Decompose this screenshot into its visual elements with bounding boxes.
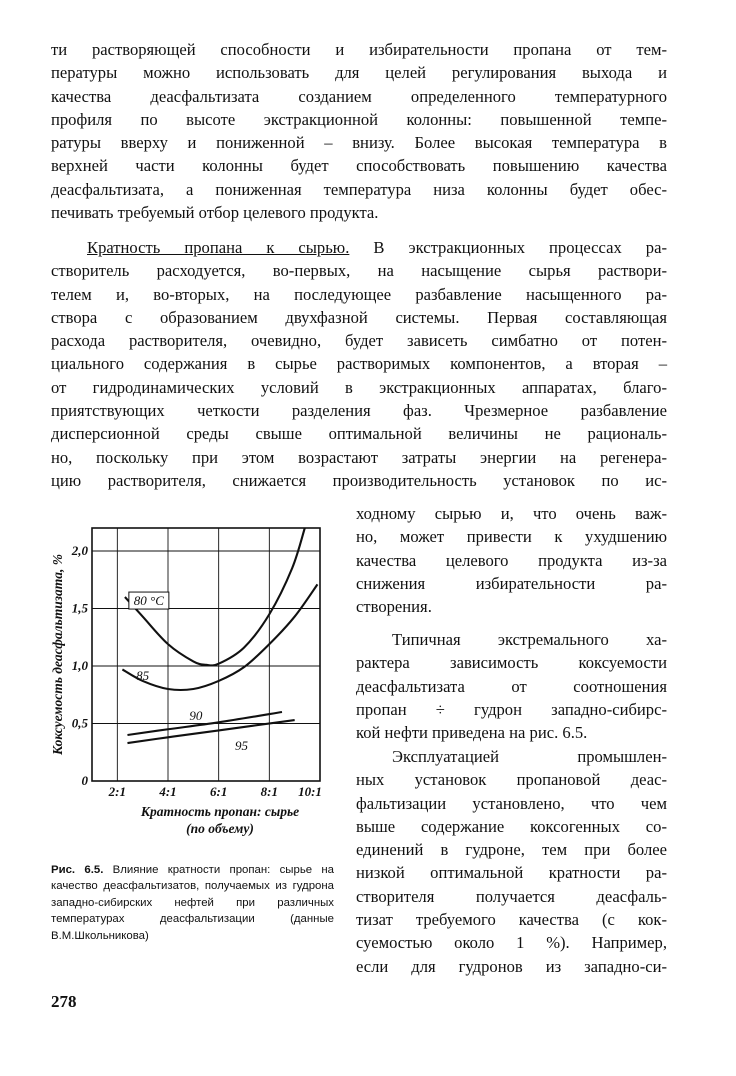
p3-line: створения. (356, 597, 432, 617)
section-heading: Кратность пропана к сырью. (87, 238, 350, 257)
y-tick-label: 0 (81, 773, 88, 788)
p3-line: но, может привести к ухудшению (356, 527, 667, 547)
paragraph-3 (356, 502, 667, 618)
p3-line: ходному сырью и, что очень важ- (356, 504, 667, 523)
y-tick-label: 2,0 (71, 543, 88, 558)
p5-line: если для гудронов из западно-си- (356, 956, 667, 976)
paragraph-4 (356, 628, 667, 744)
y-tick-label: 0,5 (71, 715, 88, 731)
caption-text: Влияние кратности пропан: сырье на качество деасфальтизатов, получаемых из гудрона западно-сибирских нефтей при различных температурах деасфальтизации (данные В.М.Школьникова) (51, 864, 335, 942)
p2-line-rest: В экстракционных процессах ра- (349, 238, 667, 257)
plot-frame (92, 528, 320, 781)
p2-line: от гидродинамических условий в экстракционных аппаратах, благо- (51, 377, 667, 397)
y-axis-label: Коксуемость деасфальтизата, % (50, 553, 65, 756)
p5-line: фальтизации установлено, что чем (356, 793, 667, 813)
p5-line: тизат требуемого качества (с кок- (356, 910, 667, 930)
p4-line: пропан ÷ гудрон западно-сибирс- (356, 699, 667, 719)
p2-line: цию растворителя, снижается производительность установок по ис- (51, 470, 667, 490)
x-tick-label: 2:1 (108, 784, 127, 799)
p1-line: деасфальтизата, а пониженная температура низа колонны будет обес- (51, 179, 667, 199)
p2-line: створитель расходуется, во-первых, на насыщение сырья раствори- (51, 261, 667, 281)
paragraph-5 (356, 745, 667, 978)
x-tick-label: 4:1 (159, 784, 177, 799)
p5-line: Эксплуатацией промышлен- (392, 747, 667, 766)
p2-line: расхода растворителя, очевидно, будет зависеть симбатно от потен- (51, 331, 667, 351)
x-axis-label-line-1: Кратность пропан: сырье (140, 804, 300, 819)
p5-line: выше содержание коксогенных со- (356, 816, 667, 836)
p2-line: створа с образованием двухфазной системы. Первая составляющая (51, 307, 667, 327)
p2-line: но, поскольку при этом возрастают затраты энергии на регенера- (51, 447, 667, 467)
p2-line (51, 236, 667, 259)
p3-line: снижения избирательности ра- (356, 573, 667, 593)
p4-line: Типичная экстремального ха- (392, 630, 667, 649)
p5-line: створителя получается деасфаль- (356, 886, 667, 906)
x-tick-label: 8:1 (260, 784, 279, 799)
p5-line: суемостью около 1 %). Например, (356, 933, 667, 953)
p2-line: циального содержания в сырье растворимых компонентов, а вторая – (51, 354, 667, 374)
p1-line: ратуры вверху и пониженной – внизу. Более высокая температура в (51, 133, 667, 153)
p5-line: единений в гудроне, тем при более (356, 840, 667, 860)
p5-line: ных установок пропановой деас- (356, 770, 667, 790)
figure-caption (51, 862, 334, 944)
series-label: 85 (136, 667, 150, 683)
caption-figure-number: Рис. 6.5. (51, 864, 104, 876)
p1-line: верхней части колонны будет способствовать повышению качества (51, 156, 667, 176)
p2-line: приятствующих четкости разделения фаз. Чрезмерное разбавление (51, 401, 667, 421)
series-label: 90 (189, 708, 203, 724)
y-tick-label: 1,0 (71, 658, 88, 673)
p2-line: дисперсионной среды свыше оптимальной величины не рациональ- (51, 424, 667, 444)
p4-line: деасфальтизата от соотношения (356, 676, 667, 696)
p2-line: телем и, во-вторых, на последующее разбавление насыщенного ра- (51, 284, 667, 304)
p4-line: кой нефти приведена на рис. 6.5. (356, 723, 588, 743)
p1-line: профиля по высоте экстракционной колонны: повышенной темпе- (51, 109, 667, 129)
paragraph-1 (51, 38, 667, 224)
x-tick-label: 6:1 (209, 784, 228, 799)
p3-line: качества целевого продукта из-за (356, 550, 667, 570)
page-number: 278 (51, 992, 77, 1011)
series-label: 95 (234, 737, 248, 753)
p5-line: низкой оптимальной кратности ра- (356, 863, 667, 883)
paragraph-2 (51, 236, 667, 492)
p1-line: качества деасфальтизата созданием определенного температурного (51, 86, 667, 106)
series-label: 80 °C (133, 593, 164, 609)
y-tick-label: 1,5 (71, 600, 88, 616)
x-tick-label: 10:1 (298, 784, 322, 799)
x-axis-label (95, 803, 345, 837)
p1-line: печивать требуемый отбор целевого продукта. (51, 203, 379, 223)
x-axis-label-line-2: (по объему) (186, 821, 254, 836)
p1-line: ти растворяющей способности и избирательности пропана от тем- (51, 40, 667, 59)
p4-line: рактера зависимость коксуемости (356, 653, 667, 673)
p1-line: пературы можно использовать для целей регулирования выхода и (51, 63, 667, 83)
coking-ratio-chart (48, 522, 338, 802)
